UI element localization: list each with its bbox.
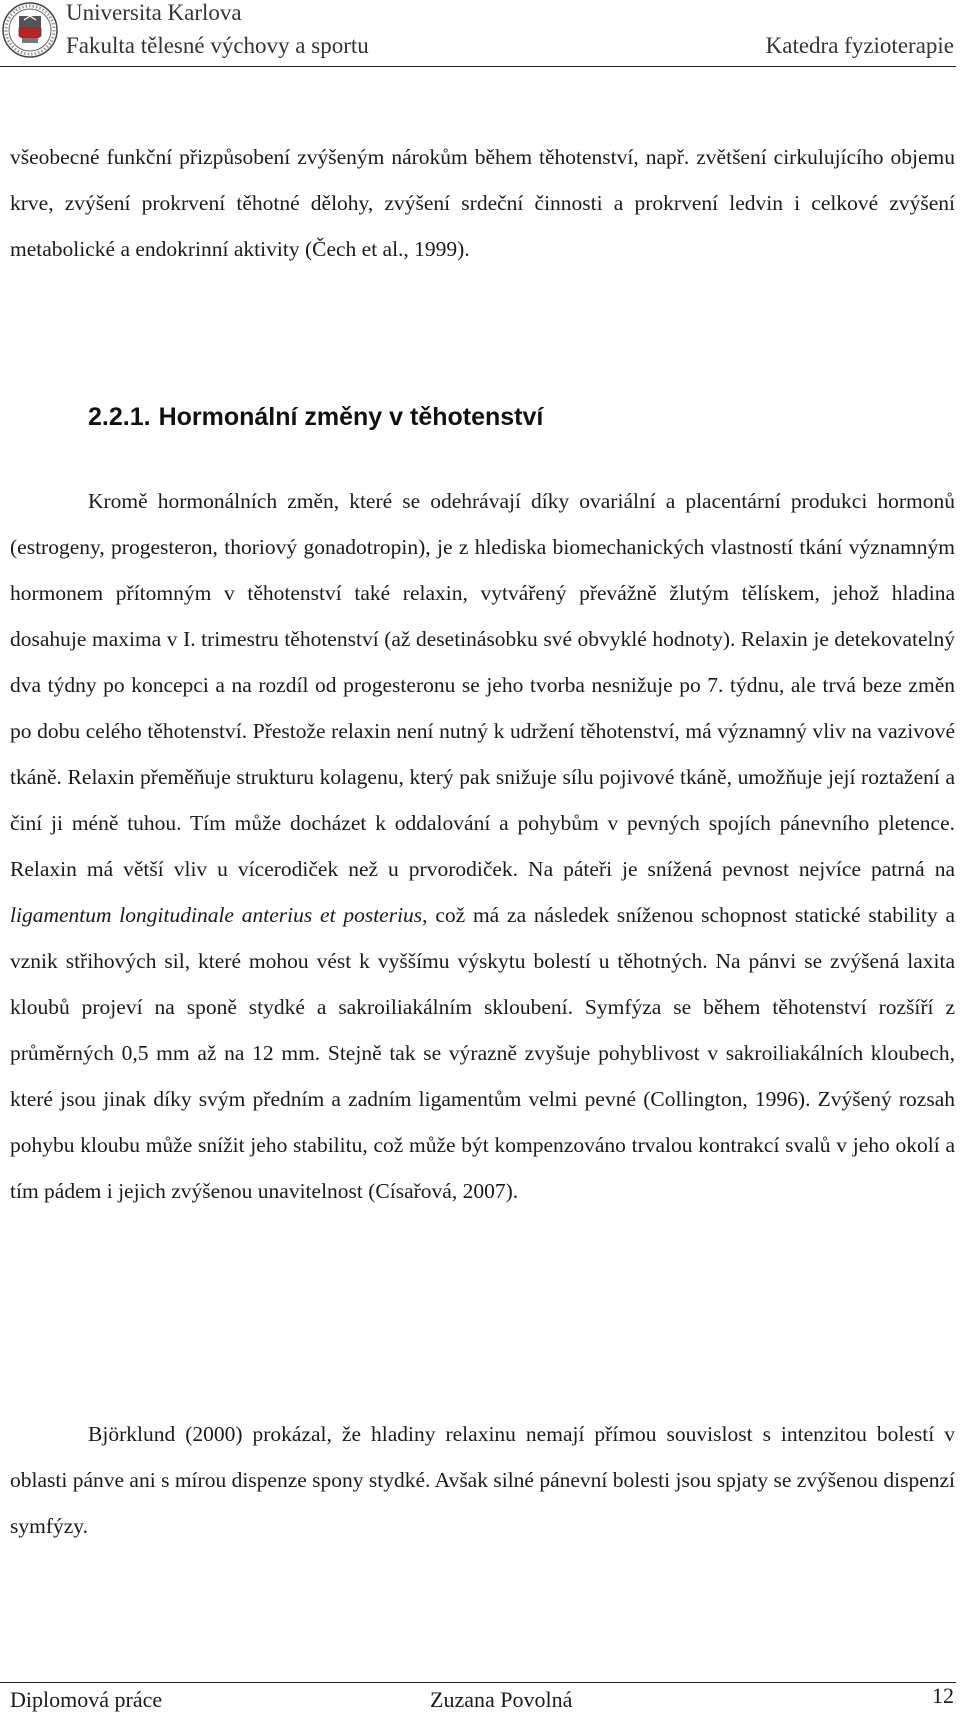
paragraph-continued: všeobecné funkční přizpůsobení zvýšeným nárokům během těhotenství, např. zvětšení cirkulujícího objemu krve, zvýšení prokrvení těhotné dělohy, zvýšení srdeční činnosti a prokrvení ledvin i celkové zvýšení metabolické a endokrinní aktivity (Čech et al., 1999). (10, 145, 955, 261)
department-name: Katedra fyzioterapie (765, 33, 954, 58)
section-title: Hormonální změny v těhotenství (158, 403, 544, 431)
page-header (0, 0, 960, 68)
university-seal-icon (2, 2, 58, 58)
paragraph-text: Kromě hormonálních změn, které se odehrávají díky ovariální a placentární produkci hormonů (estrogeny, progesteron, thoriový gonadotropin), je z hlediska biomechanických vlastností tkání významným hormonem přítomným v těhotenství také relaxin, vytvářený převážně žlutým tělískem, jehož hladina dosahuje maxima v I. trimestru těhotenství (až desetinásobku své obvyklé hodnoty). Relaxin je detekovatelný dva týdny po koncepci a na rozdíl od progesteronu se jeho tvorba nesnižuje po 7. týdnu, ale trvá beze změn po dobu celého těhotenství. Přestože relaxin není nutný k udržení těhotenství, má významný vliv na vazivové tkáně. Relaxin přeměňuje strukturu kolagenu, který pak snižuje sílu pojivové tkáně, umožňuje její roztažení a činí ji méně tuhou. Tím může docházet k oddalování a pohybům v pevných spojích pánevního pletence. Relaxin má větší vliv u vícerodiček než u prvorodiček. Na páteři je snížená pevnost nejvíce patrná na (10, 489, 955, 881)
footer-thesis-type: Diplomová práce (10, 1687, 163, 1712)
footer-divider (0, 1682, 956, 1683)
university-name: Universita Karlova (66, 0, 242, 25)
footer-author: Zuzana Povolná (430, 1687, 573, 1712)
ligament-term: ligamentum longitudinale anterius et posterius (10, 903, 423, 927)
paragraph-text: , což má za následek sníženou schopnost statické stability a vznik střihových sil, které mohou vést k vyššímu výskytu bolestí u těhotných. Na pánvi se zvýšená laxita kloubů projeví na sponě stydké a sakroiliakálním skloubení. Symfýza se během těhotenství rozšíří z průměrných 0,5 mm až na 12 mm. Stejně tak se výrazně zvyšuje pohyblivost v sakroiliakálních kloubech, které jsou jinak díky svým předním a zadním ligamentům velmi pevné (Collington, 1996). Zvýšený rozsah pohybu kloubu může snížit jeho stabilitu, což může být kompenzováno trvalou kontrakcí svalů v jeho okolí a tím pádem i jejich zvýšenou unavitelnost (Císařová, 2007). (10, 903, 955, 1203)
header-divider (0, 66, 956, 67)
section-heading (88, 403, 543, 432)
section-number: 2.2.1. (88, 403, 151, 431)
paragraph-relaxin (10, 478, 955, 1214)
faculty-name: Fakulta tělesné výchovy a sportu (66, 33, 369, 58)
page-number: 12 (932, 1683, 954, 1708)
paragraph-bjorklund: Björklund (2000) prokázal, že hladiny relaxinu nemají přímou souvislost s intenzitou bolestí v oblasti pánve ani s mírou dispenze spony stydké. Avšak silné pánevní bolesti jsou spjaty se zvýšenou dispenzí symfýzy. (10, 1422, 955, 1538)
